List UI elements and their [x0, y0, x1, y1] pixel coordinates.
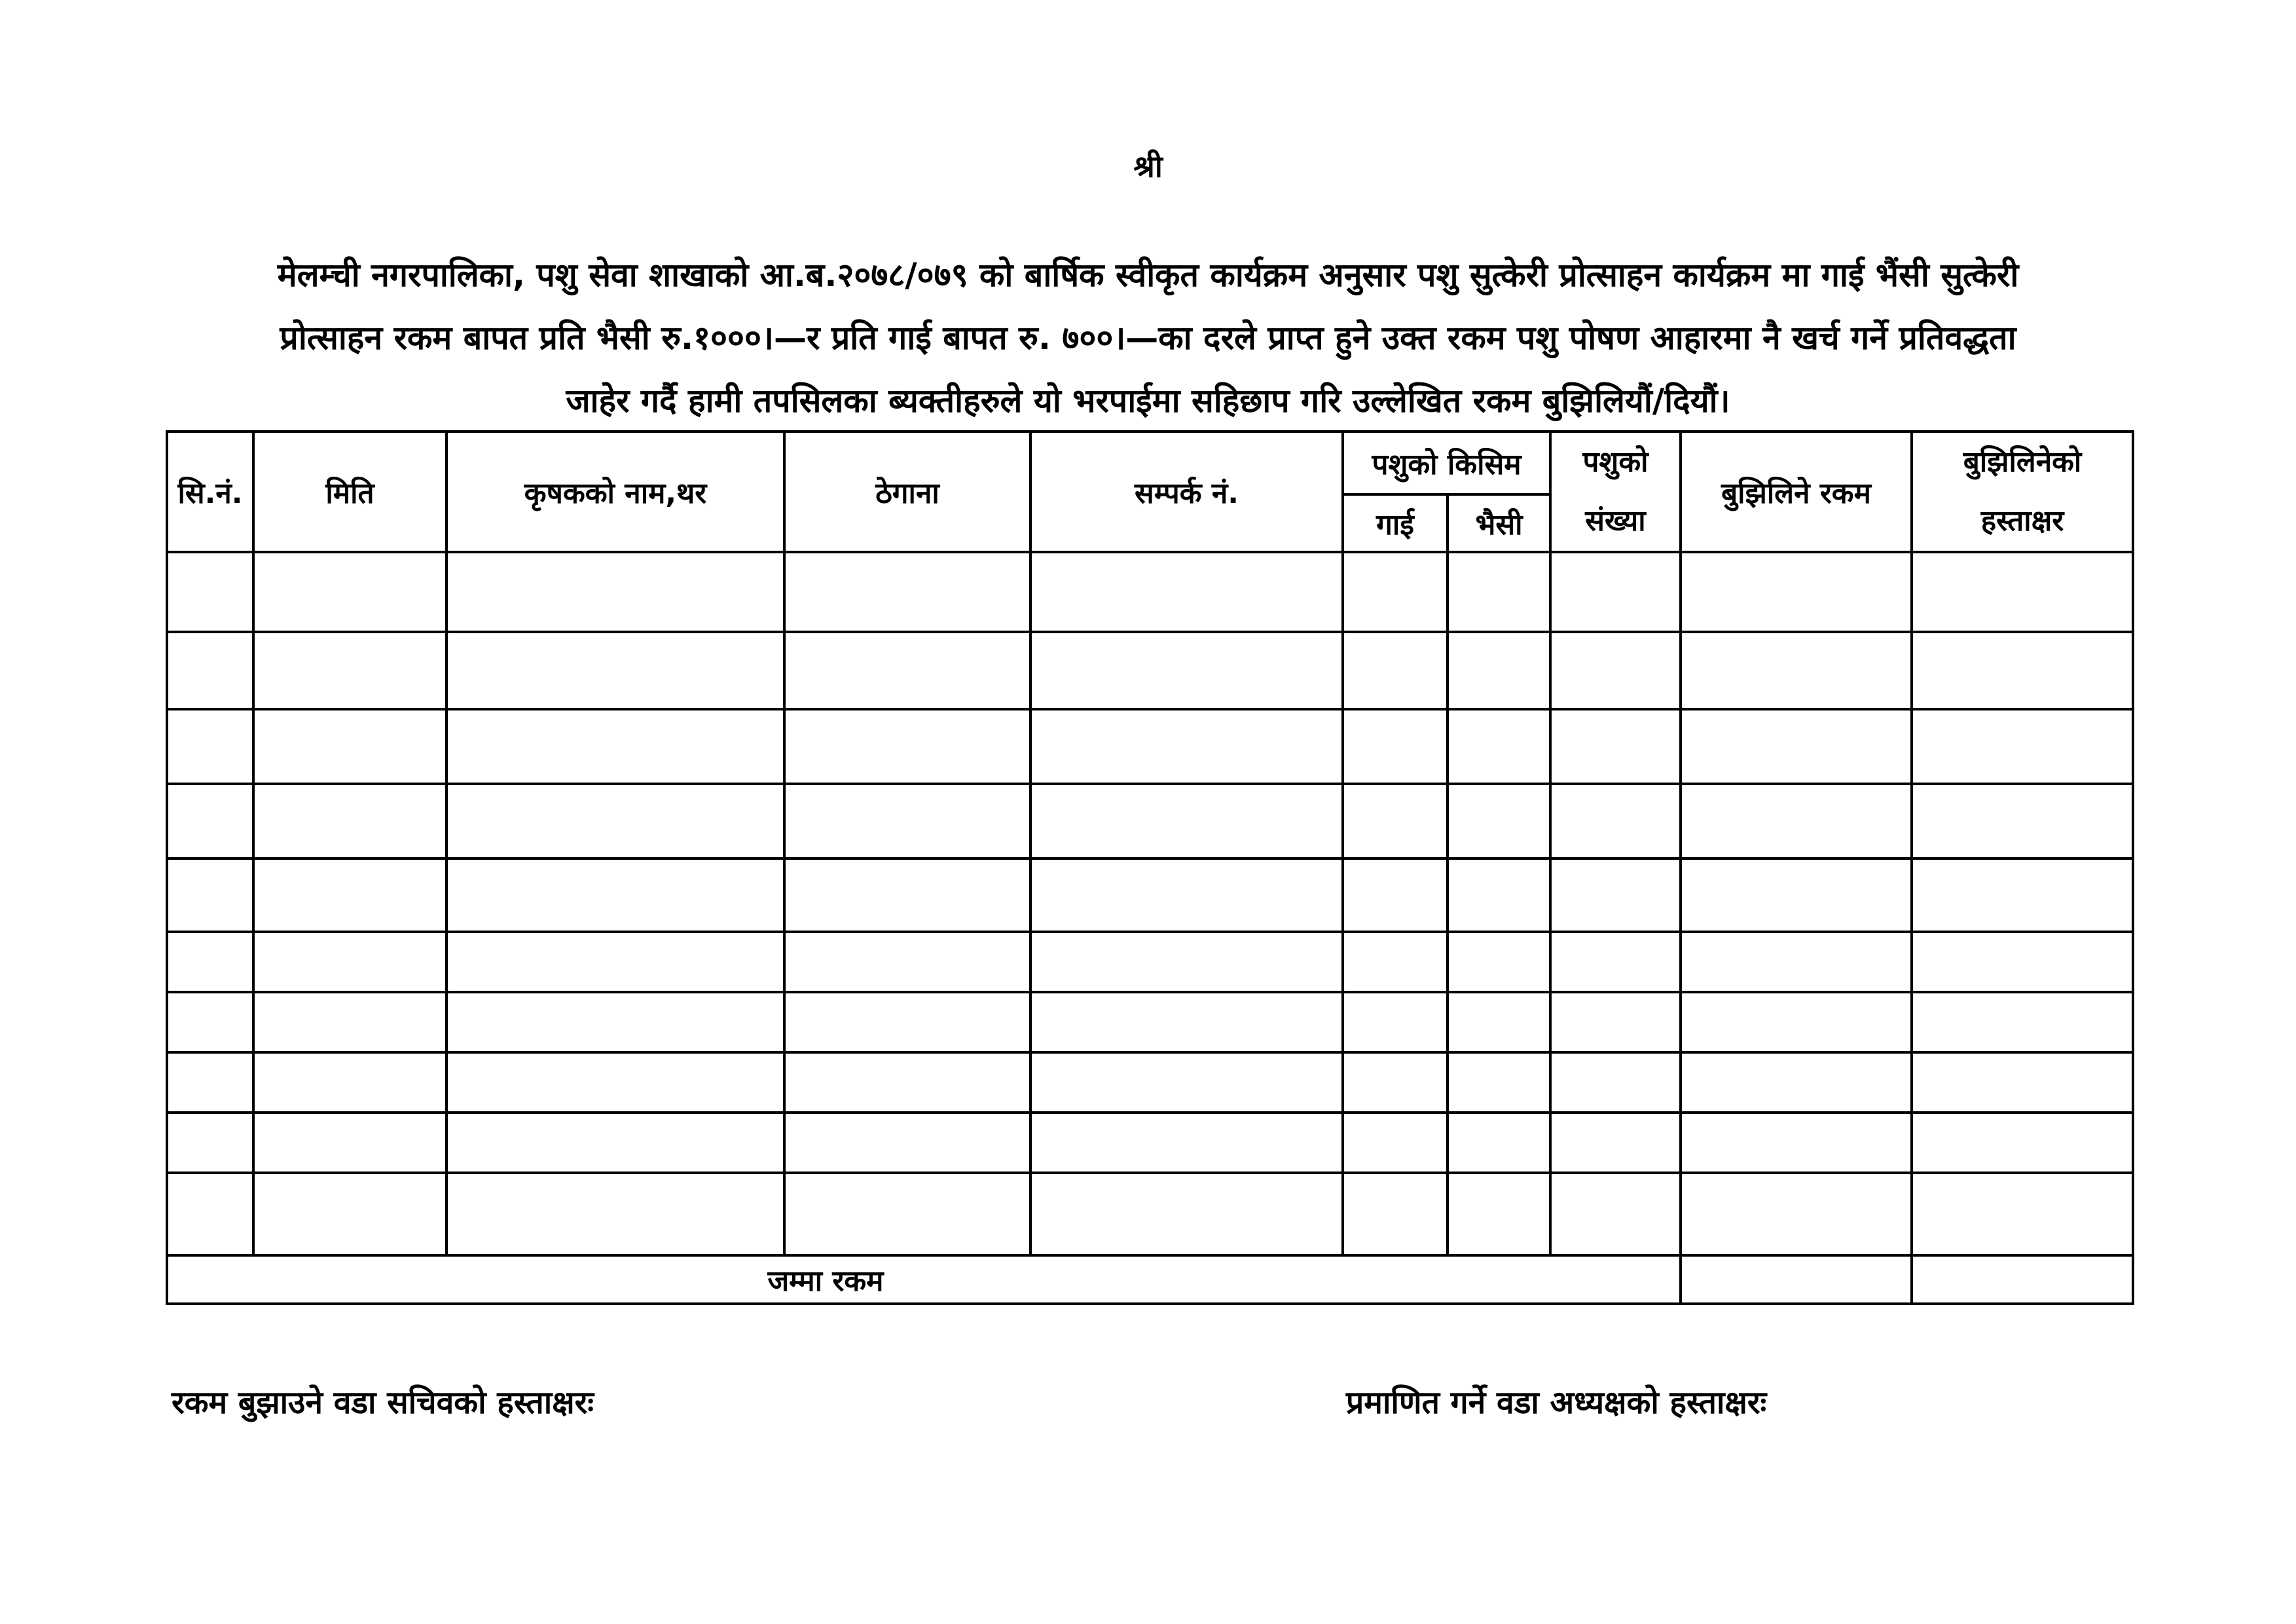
cell-date[interactable]	[253, 709, 446, 784]
table-body	[167, 552, 2133, 1304]
total-row	[167, 1255, 2133, 1304]
cell-contact[interactable]	[1030, 1113, 1343, 1173]
cell-animal-count[interactable]	[1550, 784, 1681, 858]
cell-cow[interactable]	[1343, 1113, 1448, 1173]
cell-animal-count[interactable]	[1550, 1052, 1681, 1113]
cell-buffalo[interactable]	[1448, 1173, 1550, 1255]
intro-line-1: मेलम्ची नगरपालिका, पशु सेवा शाखाको आ.ब.२०७८/०७९ को बार्षिक स्वीकृत कार्यक्रम अनुसार पशु सुत्केरी प्रोत्साहन कार्यक्रम मा गाई भैंसी सुत्केरी	[277, 256, 2019, 294]
header-recipient-signature	[1912, 432, 2133, 552]
cell-signature[interactable]	[1912, 552, 2133, 632]
cell-buffalo[interactable]	[1448, 858, 1550, 932]
cell-amount[interactable]	[1681, 858, 1912, 932]
cell-address[interactable]	[784, 992, 1030, 1052]
table-row	[167, 632, 2133, 709]
cell-address[interactable]	[784, 932, 1030, 992]
cell-address[interactable]	[784, 552, 1030, 632]
cell-buffalo[interactable]	[1448, 784, 1550, 858]
cell-contact[interactable]	[1030, 632, 1343, 709]
total-label: जम्मा रकम	[167, 1255, 1681, 1304]
cell-animal-count[interactable]	[1550, 1173, 1681, 1255]
cell-serial[interactable]	[167, 932, 253, 992]
cell-signature[interactable]	[1912, 784, 2133, 858]
cell-farmer-name[interactable]	[446, 632, 784, 709]
cell-total-signature[interactable]	[1912, 1255, 2133, 1304]
table-row	[167, 709, 2133, 784]
cell-serial[interactable]	[167, 784, 253, 858]
header-contact: सम्पर्क नं.	[1030, 432, 1343, 552]
cell-serial[interactable]	[167, 992, 253, 1052]
cell-cow[interactable]	[1343, 632, 1448, 709]
table-row	[167, 1173, 2133, 1255]
cell-serial[interactable]	[167, 1173, 253, 1255]
table-row	[167, 552, 2133, 632]
cell-buffalo[interactable]	[1448, 552, 1550, 632]
ward-secretary-signature-label: रकम बुझाउने वडा सचिवको हस्ताक्षरः	[172, 1384, 594, 1421]
cell-address[interactable]	[784, 709, 1030, 784]
header-buffalo: भैसी	[1448, 494, 1550, 552]
cell-signature[interactable]	[1912, 1052, 2133, 1113]
header-animal-type: पशुको किसिम	[1343, 432, 1550, 494]
table-row	[167, 1113, 2133, 1173]
cell-farmer-name[interactable]	[446, 1052, 784, 1113]
cell-amount[interactable]	[1681, 709, 1912, 784]
cell-address[interactable]	[784, 1052, 1030, 1113]
cell-farmer-name[interactable]	[446, 932, 784, 992]
cell-farmer-name[interactable]	[446, 1113, 784, 1173]
salutation: श्री	[1133, 149, 1163, 184]
cell-address[interactable]	[784, 784, 1030, 858]
header-farmer-name: कृषकको नाम,थर	[446, 432, 784, 552]
cell-animal-count[interactable]	[1550, 992, 1681, 1052]
cell-buffalo[interactable]	[1448, 709, 1550, 784]
cell-amount[interactable]	[1681, 552, 1912, 632]
cell-date[interactable]	[253, 858, 446, 932]
header-cow: गाई	[1343, 494, 1448, 552]
cell-buffalo[interactable]	[1448, 1052, 1550, 1113]
cell-date[interactable]	[253, 632, 446, 709]
cell-amount[interactable]	[1681, 992, 1912, 1052]
cell-amount[interactable]	[1681, 1173, 1912, 1255]
cell-cow[interactable]	[1343, 784, 1448, 858]
cell-serial[interactable]	[167, 858, 253, 932]
cell-address[interactable]	[784, 1173, 1030, 1255]
cell-serial[interactable]	[167, 632, 253, 709]
cell-date[interactable]	[253, 1113, 446, 1173]
cell-contact[interactable]	[1030, 1173, 1343, 1255]
cell-contact[interactable]	[1030, 709, 1343, 784]
cell-animal-count[interactable]	[1550, 1113, 1681, 1173]
intro-line-3: जाहेर गर्दै हामी तपसिलका ब्यक्तीहरुले यो भरपाईमा सहिछाप गरि उल्लेखित रकम बुझिलियौं/दियौं।	[566, 382, 1730, 420]
table-row	[167, 784, 2133, 858]
cell-amount[interactable]	[1681, 632, 1912, 709]
cell-amount[interactable]	[1681, 932, 1912, 992]
header-animal-count	[1550, 432, 1681, 552]
cell-signature[interactable]	[1912, 632, 2133, 709]
cell-serial[interactable]	[167, 1052, 253, 1113]
cell-serial[interactable]	[167, 552, 253, 632]
cell-animal-count[interactable]	[1550, 709, 1681, 784]
cell-signature[interactable]	[1912, 709, 2133, 784]
cell-animal-count[interactable]	[1550, 552, 1681, 632]
header-animal-count-line2: संख्या	[1585, 504, 1646, 538]
cell-farmer-name[interactable]	[446, 552, 784, 632]
cell-cow[interactable]	[1343, 932, 1448, 992]
cell-address[interactable]	[784, 1113, 1030, 1173]
cell-buffalo[interactable]	[1448, 1113, 1550, 1173]
cell-animal-count[interactable]	[1550, 632, 1681, 709]
cell-cow[interactable]	[1343, 1052, 1448, 1113]
cell-date[interactable]	[253, 784, 446, 858]
cell-amount[interactable]	[1681, 1052, 1912, 1113]
cell-serial[interactable]	[167, 709, 253, 784]
table-row	[167, 932, 2133, 992]
cell-cow[interactable]	[1343, 552, 1448, 632]
header-recipient-signature-line1: बुझिलिनेको	[1963, 445, 2082, 479]
cell-contact[interactable]	[1030, 932, 1343, 992]
cell-buffalo[interactable]	[1448, 632, 1550, 709]
cell-buffalo[interactable]	[1448, 992, 1550, 1052]
header-amount-received: बुझिलिने रकम	[1681, 432, 1912, 552]
header-recipient-signature-line2: हस्ताक्षर	[1980, 504, 2064, 538]
cell-farmer-name[interactable]	[446, 858, 784, 932]
cell-total-amount[interactable]	[1681, 1255, 1912, 1304]
cell-farmer-name[interactable]	[446, 784, 784, 858]
cell-farmer-name[interactable]	[446, 1173, 784, 1255]
cell-date[interactable]	[253, 1052, 446, 1113]
table-row	[167, 992, 2133, 1052]
cell-date[interactable]	[253, 552, 446, 632]
header-address: ठेगाना	[784, 432, 1030, 552]
cell-animal-count[interactable]	[1550, 858, 1681, 932]
header-date: मिति	[253, 432, 446, 552]
cell-address[interactable]	[784, 632, 1030, 709]
cell-farmer-name[interactable]	[446, 709, 784, 784]
table-row	[167, 858, 2133, 932]
cell-signature[interactable]	[1912, 932, 2133, 992]
cell-date[interactable]	[253, 932, 446, 992]
cell-contact[interactable]	[1030, 858, 1343, 932]
cell-signature[interactable]	[1912, 1113, 2133, 1173]
cell-serial[interactable]	[167, 1113, 253, 1173]
cell-cow[interactable]	[1343, 709, 1448, 784]
cell-cow[interactable]	[1343, 992, 1448, 1052]
cell-animal-count[interactable]	[1550, 932, 1681, 992]
ward-chair-signature-label: प्रमाणित गर्ने वडा अध्यक्षको हस्ताक्षरः	[1346, 1384, 1767, 1421]
cell-cow[interactable]	[1343, 1173, 1448, 1255]
cell-contact[interactable]	[1030, 552, 1343, 632]
register-table	[166, 430, 2134, 1305]
cell-address[interactable]	[784, 858, 1030, 932]
cell-date[interactable]	[253, 1173, 446, 1255]
header-serial: सि.नं.	[167, 432, 253, 552]
header-animal-count-line1: पशुको	[1582, 445, 1649, 479]
cell-contact[interactable]	[1030, 1052, 1343, 1113]
cell-signature[interactable]	[1912, 1173, 2133, 1255]
intro-paragraph	[177, 244, 2119, 432]
cell-signature[interactable]	[1912, 858, 2133, 932]
cell-amount[interactable]	[1681, 1113, 1912, 1173]
cell-date[interactable]	[253, 992, 446, 1052]
cell-amount[interactable]	[1681, 784, 1912, 858]
cell-signature[interactable]	[1912, 992, 2133, 1052]
table-row	[167, 1052, 2133, 1113]
cell-cow[interactable]	[1343, 858, 1448, 932]
intro-line-2: प्रोत्साहन रकम बापत प्रति भैसी रु.१०००।—र प्रति गाई बापत रु. ७००।—का दरले प्राप्त हुने उक्त रकम पशु पोषण आहारमा नै खर्च गर्ने प्रतिवद्धता	[280, 319, 2016, 357]
cell-buffalo[interactable]	[1448, 932, 1550, 992]
cell-contact[interactable]	[1030, 992, 1343, 1052]
cell-farmer-name[interactable]	[446, 992, 784, 1052]
cell-contact[interactable]	[1030, 784, 1343, 858]
